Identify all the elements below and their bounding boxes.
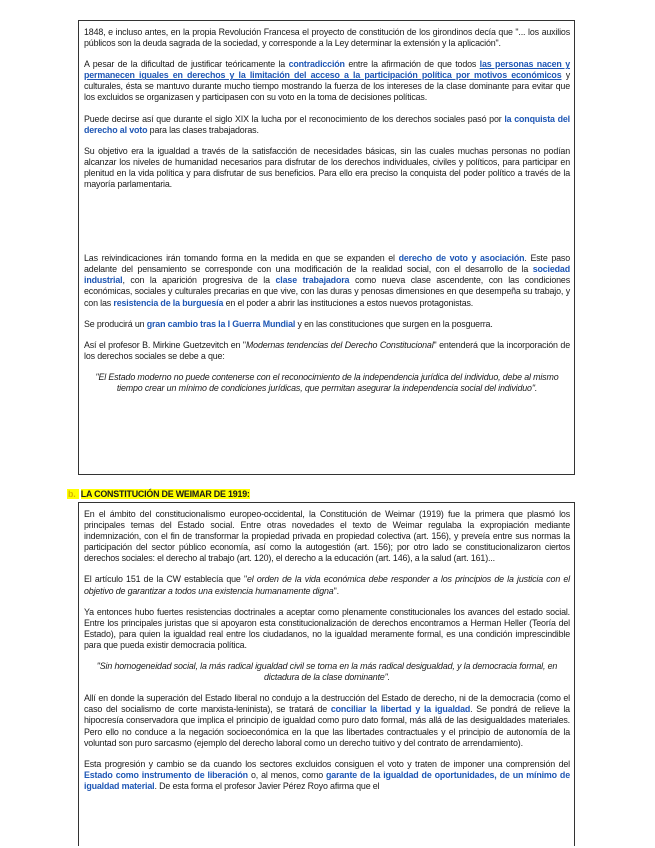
keyword-clase-trabajadora: clase trabajadora xyxy=(275,275,350,286)
keyword-iguales-en-derechos: las personas nacen y permanecen iguales en derechos y la limitación del acceso a la participación política por motivos económicos xyxy=(84,59,570,81)
text-run: ". xyxy=(333,585,339,596)
text-box-weimar xyxy=(78,502,575,846)
quote-text: "El Estado moderno no puede contenerse con el reconocimiento de la independencia jurídica del individuo, debe al mismo tiempo crear un mínimo de condiciones jurídicas, que permitan asegurar la independencia social del individuo". xyxy=(95,371,559,393)
keyword-voto-asociacion: derecho de voto y asociación xyxy=(398,253,525,264)
paragraph-mirkine xyxy=(84,340,570,362)
text-run: para las clases trabajadoras. xyxy=(147,124,259,135)
text-run: . Este paso adelante del pensamiento se corresponde con una modificación de la realidad social, con el desarrollo de la xyxy=(84,253,570,275)
section-heading xyxy=(67,489,250,499)
text-run: entre la afirmación de que todos xyxy=(344,59,480,70)
quote-text: "Sin homogeneidad social, la más radical igualdad civil se torna en la más radical desigualdad, y la democracia formal, en dictadura de la clase dominante". xyxy=(96,661,558,683)
section-title: LA CONSTITUCIÓN DE WEIMAR DE 1919: xyxy=(80,489,250,499)
section-number: b. xyxy=(67,489,79,499)
paragraph-progresion xyxy=(84,759,570,792)
paragraph-heller: Ya entonces hubo fuertes resistencias doctrinales a aceptar como plenamente constitucionales los avances del estado social. Entre los principales juristas que si apoyaron esta constitucionalización de derechos encontramos a Herman Heller (Teoría del Estado), para quien la igualdad real entre los ciudadanos, no la igualdad meramente formal, es una condición imprescindible para que pueda existir democracia política. xyxy=(84,606,570,650)
text-run: , con la aparición progresiva de la xyxy=(122,275,276,286)
text-run: . De esta forma el profesor Javier Pérez Royo afirma que el xyxy=(154,780,380,791)
keyword-sociedad-industrial: sociedad industrial xyxy=(84,264,570,286)
paragraph-gran-cambio xyxy=(84,319,570,330)
text-run: Allí en donde la superación del Estado liberal no condujo a la destrucción del Estado de derecho, ni de la democracia (como el caso del socialismo de corte marxista-leninista), se tratará de xyxy=(84,693,570,715)
text-run: Esta progresión y cambio se da cuando los sectores excluidos consiguen el voto y traten de imponer una comprensión del xyxy=(84,758,570,769)
keyword-instrumento-liberacion: Estado como instrumento de liberación xyxy=(84,769,248,780)
text-run: Puede decirse así que durante el siglo XIX la lucha por el reconocimiento de los derechos sociales pasó por xyxy=(84,113,505,124)
text-run: A pesar de la dificultad de justificar teóricamente la xyxy=(84,59,289,70)
book-title: Modernas tendencias del Derecho Constitucional xyxy=(245,339,434,350)
text-run: en el poder a abrir las instituciones a estos nuevos protagonistas. xyxy=(223,297,474,308)
quote-estado-moderno xyxy=(84,372,570,394)
keyword-resistencia-burguesia: resistencia de la burguesía xyxy=(113,297,224,308)
paragraph-reivindicaciones xyxy=(84,253,570,308)
blank-space xyxy=(84,200,570,253)
keyword-libertad-igualdad: conciliar la libertad y la igualdad xyxy=(330,704,471,715)
keyword-contradiccion: contradicción xyxy=(288,59,345,70)
quote-homogeneidad xyxy=(84,661,570,683)
text-run: o, al menos, como xyxy=(247,769,327,780)
text-run: Se producirá un xyxy=(84,318,147,329)
text-run: Las reivindicaciones irán tomando forma en la medida en que se expanden el xyxy=(84,253,399,264)
paragraph-contradiction xyxy=(84,59,570,103)
text-run: Así el profesor B. Mirkine Guetzevitch en " xyxy=(84,339,246,350)
keyword-derecho-al-voto: la conquista del derecho al voto xyxy=(84,113,570,135)
text-run: " entenderá que la incorporación de los derechos sociales se debe a que: xyxy=(84,339,570,361)
paragraph-objetivo: Su objetivo era la igualdad a través de la satisfacción de necesidades básicas, sin las cuales muchas personas no podían alcanzar los niveles de humanidad necesarios para disfrutar de los derechos individuales, civiles y políticos, para participar en plenitud en la vida política y para disfrutar de sus beneficios. Para ello era preciso la conquista del poder político a través de la mayoría parlamentaria. xyxy=(84,145,570,190)
text-run: y culturales, ésta se mantuvo durante mucho tiempo mostrando la fuerza de los intereses de la clase dominante para evitar que los excluidos se organizasen y participasen con su voto en la toma de decisiones políticas. xyxy=(84,70,571,103)
paragraph-articulo-151 xyxy=(84,574,570,596)
paragraph-siglo-xix xyxy=(84,114,570,136)
paragraph-girondins: 1848, e incluso antes, en la propia Revolución Francesa el proyecto de constitución de los girondinos decía que "... los auxilios públicos son la deuda sagrada de la sociedad, y corresponde a la Ley determinar la extensión y la aplicación". xyxy=(84,27,570,49)
quote-articulo-151: el orden de la vida económica debe responder a los principios de la justicia con el objetivo de garantizar a todos una existencia humanamente digna xyxy=(84,574,570,596)
text-run: . Se pondrá de relieve la hipocresía conservadora que implica el principio de igualdad como puro dato formal, más allá de las desigualdades materiales. Pero ello no conduce a la negación socioeconómica en la que las libertades contractuales y el principio de autonomía de la voluntad son puro sarcasmo (ejemplo del derecho laboral como un derecho tuitivo y del contrato de arrendamiento). xyxy=(84,704,570,748)
keyword-guerra-mundial: gran cambio tras la I Guerra Mundial xyxy=(146,318,296,329)
keyword-igualdad-oportunidades: garante de la igualdad de oportunidades, de un mínimo de igualdad material xyxy=(84,769,570,791)
text-run: El artículo 151 de la CW establecía que " xyxy=(84,574,247,585)
text-run: como nueva clase ascendente, con las condiciones económicas, sociales y culturales precarias en que vive, con las duras y penosas dimensiones en que desempeña su trabajo, y con las xyxy=(84,275,570,308)
paragraph-superacion xyxy=(84,693,570,748)
text-run: y en las constituciones que surgen en la posguerra. xyxy=(295,318,493,329)
text-box-origins xyxy=(78,20,575,475)
paragraph-weimar-intro: En el ámbito del constitucionalismo europeo-occidental, la Constitución de Weimar (1919) fue la primera que plasmó los principales temas del Estado social. Entre otras novedades el texto de Weimar regulaba la expropiación mediante indemnización, con el fin de transformar la propiedad privada en propiedad colectiva (art. 156), y preveía entre sus normas la participación del sector público economía, así como la autogestión (art. 156); por otro lado se constitucionalizaron ciertos derechos sociales: el derecho al trabajo (art. 120), el derecho a la educación (art. 146), a la salud (art. 161)... xyxy=(84,509,570,564)
